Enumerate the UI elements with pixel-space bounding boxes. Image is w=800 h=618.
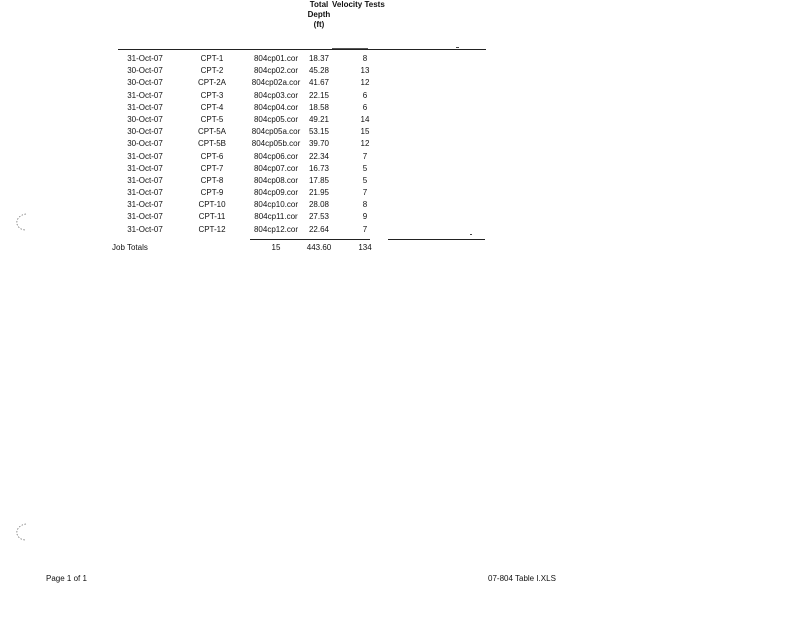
sounding-id-cell: CPT-2A bbox=[197, 78, 226, 88]
date-cell: 31-Oct-07 bbox=[127, 188, 163, 198]
table-row bbox=[0, 151, 800, 163]
scan-speck bbox=[456, 47, 459, 48]
velocity-count-cell: 5 bbox=[362, 163, 368, 173]
velocity-count-cell: 8 bbox=[362, 54, 368, 63]
table-row bbox=[0, 114, 800, 126]
velocity-count-cell: 5 bbox=[362, 175, 368, 185]
depth-cell: 49.21 bbox=[308, 114, 330, 124]
date-cell: 30-Oct-07 bbox=[127, 127, 163, 137]
date-cell: 30-Oct-07 bbox=[127, 139, 163, 149]
depth-cell: 22.64 bbox=[308, 224, 330, 234]
table-row bbox=[0, 224, 800, 236]
sounding-id-cell: CPT-11 bbox=[198, 212, 226, 222]
depth-cell: 45.28 bbox=[308, 66, 330, 76]
sounding-id-cell: CPT-7 bbox=[200, 163, 224, 173]
sounding-id-cell: CPT-6 bbox=[200, 151, 224, 161]
table-row bbox=[0, 102, 800, 114]
sounding-id-cell: CPT-9 bbox=[200, 188, 224, 198]
depth-cell: 28.08 bbox=[308, 200, 330, 210]
sounding-id-cell: CPT-1 bbox=[200, 54, 224, 63]
depth-cell: 39.70 bbox=[308, 139, 330, 149]
velocity-count-cell: 9 bbox=[362, 212, 368, 222]
table-row bbox=[0, 138, 800, 150]
hole-punch-mark-top bbox=[14, 212, 30, 232]
file-name-cell: 804cp08.cor bbox=[253, 175, 299, 185]
velocity-count-cell: 13 bbox=[360, 66, 370, 76]
velocity-tests-header: Velocity Tests bbox=[332, 0, 385, 9]
velocity-count-cell: 7 bbox=[362, 188, 368, 198]
sounding-id-cell: CPT-5B bbox=[197, 139, 226, 149]
total-depth-header-line3: (ft) bbox=[313, 20, 325, 29]
date-cell: 31-Oct-07 bbox=[127, 175, 163, 185]
totals-rule-left bbox=[250, 239, 370, 240]
table-row bbox=[0, 199, 800, 211]
date-cell: 30-Oct-07 bbox=[127, 114, 163, 124]
file-name-cell: 804cp05.cor bbox=[253, 114, 299, 124]
sounding-id-cell: CPT-3 bbox=[200, 90, 224, 100]
file-name-cell: 804cp11.cor bbox=[254, 212, 298, 222]
velocity-count-cell: 7 bbox=[362, 151, 368, 161]
date-cell: 30-Oct-07 bbox=[127, 66, 163, 76]
total-depth-header-line2: Depth bbox=[307, 10, 331, 19]
date-cell: 31-Oct-07 bbox=[127, 151, 163, 161]
table-row bbox=[0, 211, 800, 223]
file-name-cell: 804cp02a.cor bbox=[251, 78, 301, 88]
hole-punch-mark-bottom bbox=[14, 522, 30, 542]
depth-cell: 41.67 bbox=[308, 78, 330, 88]
table-row bbox=[0, 65, 800, 77]
header-rule bbox=[118, 49, 486, 50]
date-cell: 31-Oct-07 bbox=[127, 102, 163, 112]
date-cell: 30-Oct-07 bbox=[127, 78, 163, 88]
sounding-id-cell: CPT-4 bbox=[200, 102, 224, 112]
job-totals-velocity: 134 bbox=[358, 243, 372, 252]
date-cell: 31-Oct-07 bbox=[127, 54, 163, 63]
file-name-cell: 804cp07.cor bbox=[253, 163, 299, 173]
velocity-count-cell: 12 bbox=[360, 78, 370, 88]
job-totals-row bbox=[0, 242, 800, 254]
date-cell: 31-Oct-07 bbox=[127, 90, 163, 100]
data-table bbox=[0, 53, 800, 236]
velocity-count-cell: 15 bbox=[360, 127, 370, 137]
file-name-cell: 804cp12.cor bbox=[253, 224, 299, 234]
file-name-cell: 804cp09.cor bbox=[253, 188, 299, 198]
sounding-id-cell: CPT-5 bbox=[200, 114, 224, 124]
file-name-cell: 804cp04.cor bbox=[253, 102, 299, 112]
header-rule-accent bbox=[332, 48, 368, 49]
velocity-count-cell: 12 bbox=[360, 139, 370, 149]
table-row bbox=[0, 90, 800, 102]
file-name-cell: 804cp06.cor bbox=[253, 151, 299, 161]
file-name-cell: 804cp05b.cor bbox=[251, 139, 301, 149]
table-row bbox=[0, 126, 800, 138]
totals-rule-right bbox=[388, 239, 485, 240]
page-number: Page 1 of 1 bbox=[46, 574, 87, 583]
velocity-count-cell: 6 bbox=[362, 90, 368, 100]
velocity-count-cell: 14 bbox=[360, 114, 370, 124]
sounding-id-cell: CPT-5A bbox=[197, 127, 226, 137]
table-row bbox=[0, 77, 800, 89]
velocity-count-cell: 7 bbox=[362, 224, 368, 234]
sounding-id-cell: CPT-8 bbox=[200, 175, 224, 185]
table-row bbox=[0, 53, 800, 65]
file-name-cell: 804cp10.cor bbox=[253, 200, 299, 210]
date-cell: 31-Oct-07 bbox=[127, 224, 163, 234]
depth-cell: 53.15 bbox=[308, 127, 330, 137]
date-cell: 31-Oct-07 bbox=[127, 163, 163, 173]
file-name-cell: 804cp01.cor bbox=[253, 54, 299, 63]
sounding-id-cell: CPT-2 bbox=[200, 66, 224, 76]
depth-cell: 17.85 bbox=[308, 175, 330, 185]
job-totals-depth: 443.60 bbox=[306, 243, 332, 252]
depth-cell: 18.37 bbox=[308, 54, 330, 63]
file-name: 07-804 Table I.XLS bbox=[488, 574, 556, 583]
depth-cell: 16.73 bbox=[308, 163, 330, 173]
file-name-cell: 804cp02.cor bbox=[253, 66, 299, 76]
job-totals-count: 15 bbox=[271, 243, 281, 252]
date-cell: 31-Oct-07 bbox=[127, 212, 163, 222]
depth-cell: 18.58 bbox=[308, 102, 330, 112]
velocity-count-cell: 8 bbox=[362, 200, 368, 210]
depth-cell: 21.95 bbox=[308, 188, 330, 198]
depth-cell: 22.15 bbox=[308, 90, 330, 100]
table-row bbox=[0, 175, 800, 187]
table-row bbox=[0, 187, 800, 199]
total-depth-header-line1: Total bbox=[309, 0, 329, 9]
date-cell: 31-Oct-07 bbox=[127, 200, 163, 210]
sounding-id-cell: CPT-12 bbox=[198, 224, 226, 234]
depth-cell: 27.53 bbox=[308, 212, 330, 222]
job-totals-label: Job Totals bbox=[112, 243, 148, 252]
file-name-cell: 804cp03.cor bbox=[253, 90, 299, 100]
file-name-cell: 804cp05a.cor bbox=[251, 127, 301, 137]
velocity-count-cell: 6 bbox=[362, 102, 368, 112]
sounding-id-cell: CPT-10 bbox=[198, 200, 226, 210]
depth-cell: 22.34 bbox=[308, 151, 330, 161]
scan-speck bbox=[470, 234, 472, 235]
table-row bbox=[0, 163, 800, 175]
